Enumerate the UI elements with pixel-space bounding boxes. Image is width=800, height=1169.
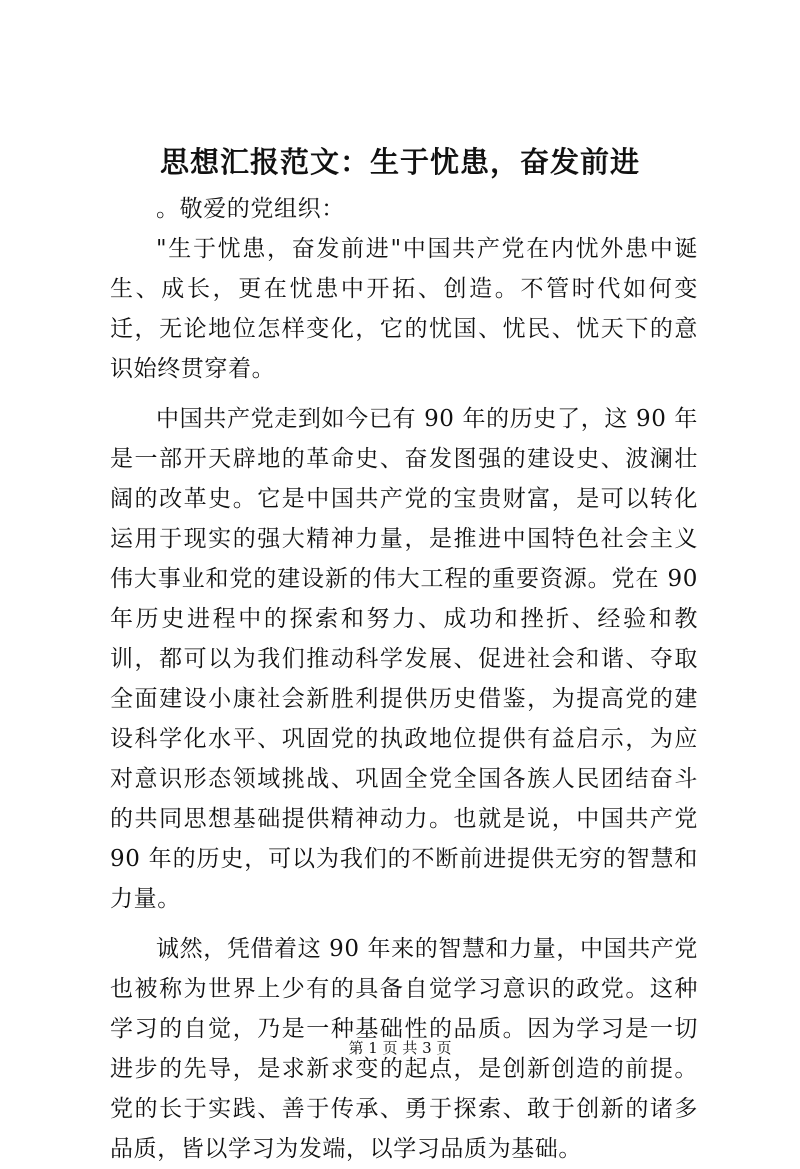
document-title: 思想汇报范文：生于忧患，奋发前进 <box>159 145 640 179</box>
page-footer: 第 1 页 共 3 页 <box>348 1039 452 1057</box>
paragraph-2: 中国共产党走到如今已有 90 年的历史了，这 90 年是一部开天辟地的革命史、奋发图强的建设史、波澜壮阔的改革史。它是中国共产党的宝贵财富，是可以转化运用于现实的强大精神力量，是推进中国特色社会主义伟大事业和党的建设新的伟大工程的重要资源。党在 90 年历史进程中的探索和努力、成功和挫折、经验和教训，都可以为我们推动科学发展、促进社会和谐、夺取全面建设小康社会新胜利提供历史借鉴，为提高党的建设科学化水平、巩固党的执政地位提供有益启示，为应对意识形态领域挑战、巩固全党全国各族人民团结奋斗的共同思想基础提供精神动力。也就是说，中国共产党 90 年的历史，可以为我们的不断前进提供无穷的智慧和力量。 <box>110 406 698 912</box>
paragraph-1: "生于忧患，奋发前进"中国共产党在内忧外患中诞生、成长，更在忧患中开拓、创造。不管时代如何变迁，无论地位怎样变化，它的忧国、忧民、忧天下的意识始终贯穿着。 <box>110 236 698 382</box>
paragraph-3: 诚然，凭借着这 90 年来的智慧和力量，中国共产党也被称为世界上少有的具备自觉学习意识的政党。这种学习的自觉，乃是一种基础性的品质。因为学习是一切进步的先导，是求新求变的起点，是创新创造的前提。党的长于实践、善于传承、勇于探索、敢于创新的诸多品质，皆以学习为发端，以学习品质为基础。 <box>110 936 698 1162</box>
greeting-line: 。敬爱的党组织： <box>156 196 345 222</box>
document-body <box>110 189 698 1169</box>
